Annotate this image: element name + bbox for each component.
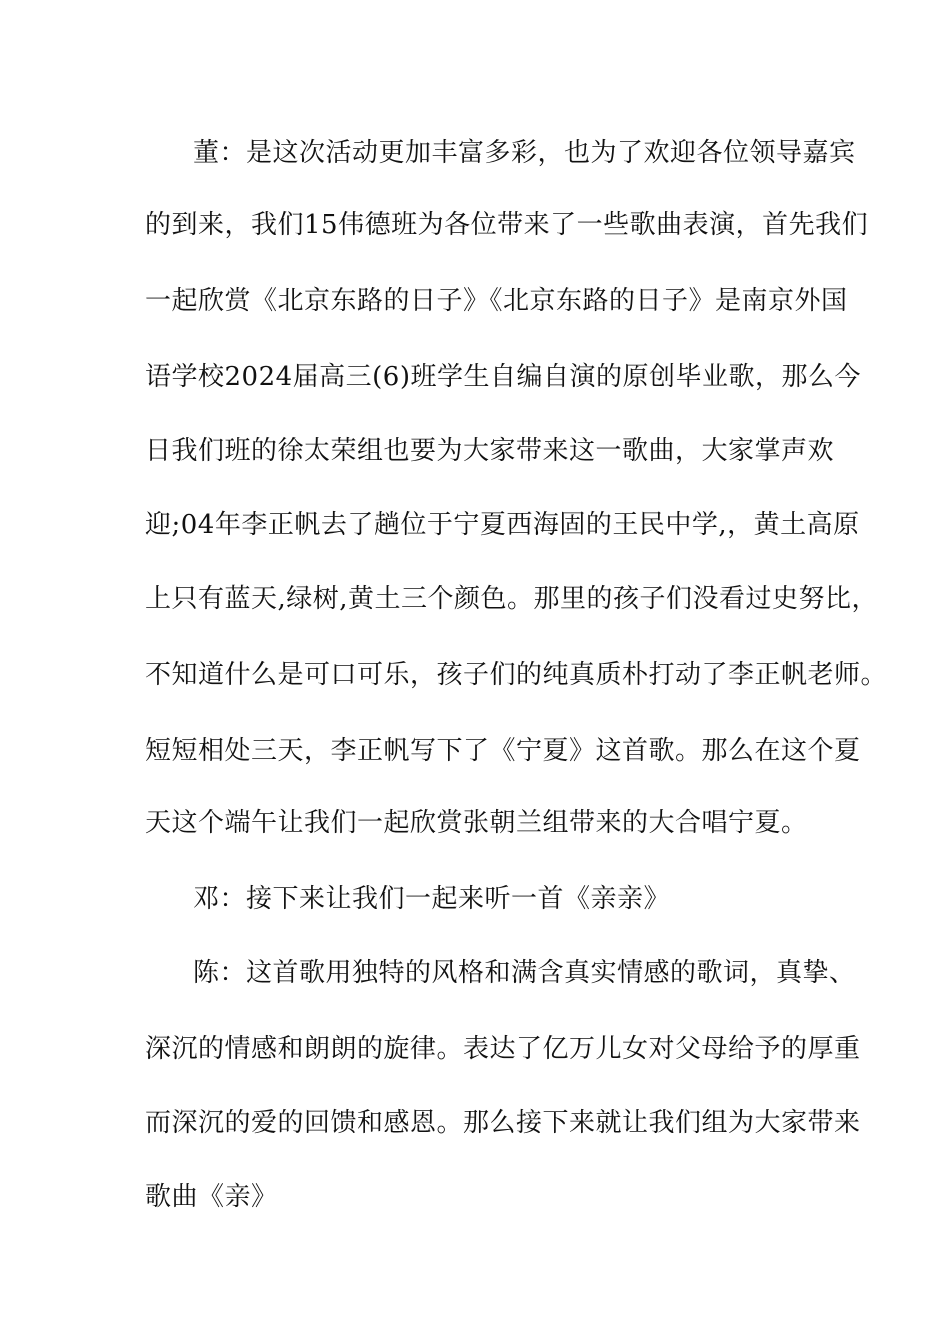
paragraph-dong-line-7: 上只有蓝天,绿树,黄土三个颜色。那里的孩子们没看过史努比， (145, 584, 879, 614)
paragraph-dong-line-10: 天这个端午让我们一起欣赏张朝兰组带来的大合唱宁夏。 (145, 808, 808, 838)
paragraph-chen-line-4: 歌曲《亲》 (145, 1182, 278, 1212)
paragraph-dong-line-6: 迎;04年李正帆去了趟位于宁夏西海固的王民中学,，黄土高原 (145, 510, 860, 540)
paragraph-dong-line-3: 一起欣赏《北京东路的日子》《北京东路的日子》是南京外国 (145, 286, 848, 316)
paragraph-dong-line-4: 语学校2024届高三(6)班学生自编自演的原创毕业歌，那么今 (145, 362, 861, 392)
paragraph-dong-line-9: 短短相处三天，李正帆写下了《宁夏》这首歌。那么在这个夏 (145, 736, 861, 766)
paragraph-deng-line-1: 邓：接下来让我们一起来听一首《亲亲》 (193, 884, 671, 914)
paragraph-chen-line-3: 而深沉的爱的回馈和感恩。那么接下来就让我们组为大家带来 (145, 1108, 861, 1138)
paragraph-dong-line-2: 的到来，我们15伟德班为各位带来了一些歌曲表演，首先我们 (145, 210, 869, 240)
paragraph-chen-line-2: 深沉的情感和朗朗的旋律。表达了亿万儿女对父母给予的厚重 (145, 1034, 861, 1064)
paragraph-dong-line-1: 董：是这次活动更加丰富多彩，也为了欢迎各位领导嘉宾 (193, 138, 856, 168)
paragraph-chen-line-1: 陈：这首歌用独特的风格和满含真实情感的歌词，真挚、 (193, 958, 856, 988)
paragraph-dong-line-5: 日我们班的徐太荣组也要为大家带来这一歌曲，大家掌声欢 (145, 436, 835, 466)
paragraph-dong-line-8: 不知道什么是可口可乐，孩子们的纯真质朴打动了李正帆老师。 (145, 660, 888, 690)
